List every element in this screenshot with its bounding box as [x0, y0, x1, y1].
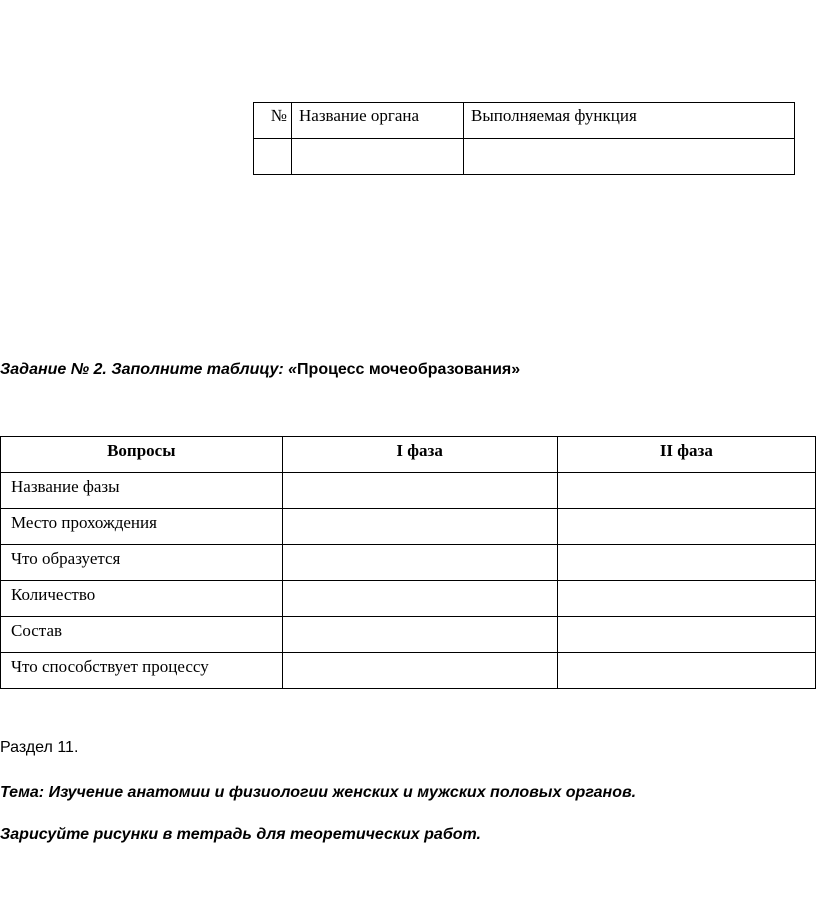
table-cell[interactable] [557, 617, 815, 653]
table-row [254, 139, 795, 175]
task-2-heading [0, 361, 520, 379]
table-header-row [254, 103, 795, 139]
section-topic: Тема: Изучение анатомии и физиологии женских и мужских половых органов. [0, 784, 637, 801]
table-cell[interactable] [557, 581, 815, 617]
row-label: Что способствует процессу [1, 653, 283, 689]
table-row [1, 545, 816, 581]
urine-formation-table [0, 436, 816, 689]
table-cell[interactable] [292, 139, 464, 175]
header-number: № [254, 103, 292, 139]
table-cell[interactable] [282, 617, 557, 653]
table-cell[interactable] [282, 653, 557, 689]
organ-table [253, 102, 795, 175]
header-organ-name: Название органа [292, 103, 464, 139]
table-cell[interactable] [557, 473, 815, 509]
table-row [1, 473, 816, 509]
table-cell[interactable] [282, 545, 557, 581]
table-cell[interactable] [282, 581, 557, 617]
table-row [1, 653, 816, 689]
task-2-prefix: Задание № 2. Заполните таблицу: « [0, 361, 298, 378]
row-label: Место прохождения [1, 509, 283, 545]
section-instruction: Зарисуйте рисунки в тетрадь для теоретических работ. [0, 826, 481, 843]
table-cell[interactable] [282, 473, 557, 509]
row-label: Название фазы [1, 473, 283, 509]
row-label: Количество [1, 581, 283, 617]
row-label: Состав [1, 617, 283, 653]
header-function: Выполняемая функция [464, 103, 795, 139]
section-label: Раздел 11. [0, 739, 79, 756]
table-cell[interactable] [464, 139, 795, 175]
table-cell[interactable] [282, 509, 557, 545]
table-row [1, 581, 816, 617]
table-row [1, 509, 816, 545]
header-phase-1: I фаза [282, 437, 557, 473]
header-phase-2: II фаза [557, 437, 815, 473]
header-questions: Вопросы [1, 437, 283, 473]
row-label: Что образуется [1, 545, 283, 581]
task-2-title: Процесс мочеобразования» [297, 361, 521, 378]
table-cell[interactable] [254, 139, 292, 175]
table-cell[interactable] [557, 509, 815, 545]
table-row [1, 617, 816, 653]
table-cell[interactable] [557, 545, 815, 581]
table-cell[interactable] [557, 653, 815, 689]
table-header-row [1, 437, 816, 473]
